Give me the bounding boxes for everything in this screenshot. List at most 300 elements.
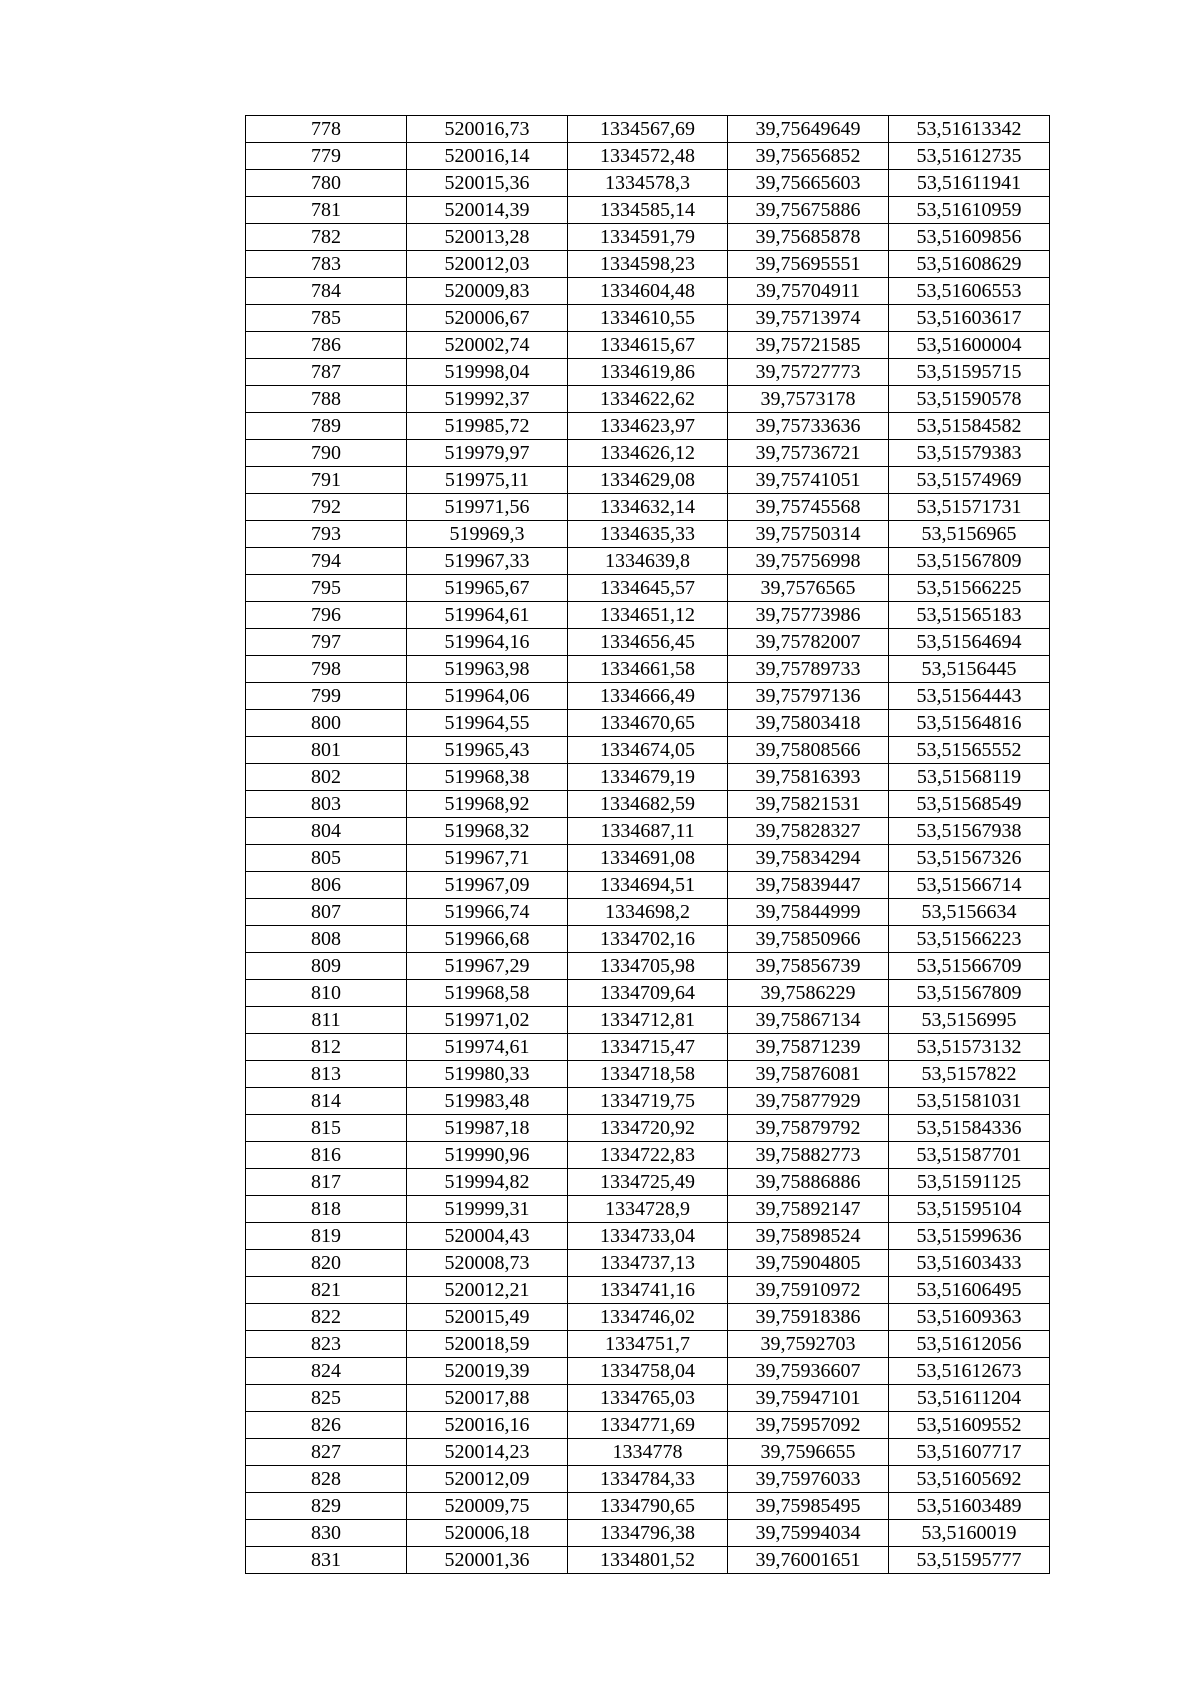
point-number-cell: 828 bbox=[246, 1466, 407, 1493]
latitude-cell: 53,51611941 bbox=[889, 170, 1050, 197]
longitude-cell: 39,75839447 bbox=[728, 872, 889, 899]
longitude-cell: 39,75821531 bbox=[728, 791, 889, 818]
y-coordinate-cell: 1334741,16 bbox=[568, 1277, 728, 1304]
y-coordinate-cell: 1334765,03 bbox=[568, 1385, 728, 1412]
x-coordinate-cell: 520001,36 bbox=[407, 1547, 568, 1574]
y-coordinate-cell: 1334670,65 bbox=[568, 710, 728, 737]
table-row bbox=[246, 1007, 1050, 1034]
longitude-cell: 39,75704911 bbox=[728, 278, 889, 305]
table-row bbox=[246, 224, 1050, 251]
longitude-cell: 39,75797136 bbox=[728, 683, 889, 710]
y-coordinate-cell: 1334737,13 bbox=[568, 1250, 728, 1277]
y-coordinate-cell: 1334733,04 bbox=[568, 1223, 728, 1250]
x-coordinate-cell: 520017,88 bbox=[407, 1385, 568, 1412]
y-coordinate-cell: 1334715,47 bbox=[568, 1034, 728, 1061]
longitude-cell: 39,75844999 bbox=[728, 899, 889, 926]
longitude-cell: 39,76001651 bbox=[728, 1547, 889, 1574]
y-coordinate-cell: 1334746,02 bbox=[568, 1304, 728, 1331]
latitude-cell: 53,5156634 bbox=[889, 899, 1050, 926]
x-coordinate-cell: 519966,68 bbox=[407, 926, 568, 953]
y-coordinate-cell: 1334751,7 bbox=[568, 1331, 728, 1358]
y-coordinate-cell: 1334702,16 bbox=[568, 926, 728, 953]
point-number-cell: 831 bbox=[246, 1547, 407, 1574]
longitude-cell: 39,75898524 bbox=[728, 1223, 889, 1250]
x-coordinate-cell: 520015,49 bbox=[407, 1304, 568, 1331]
latitude-cell: 53,51611204 bbox=[889, 1385, 1050, 1412]
x-coordinate-cell: 520016,16 bbox=[407, 1412, 568, 1439]
point-number-cell: 787 bbox=[246, 359, 407, 386]
latitude-cell: 53,51584336 bbox=[889, 1115, 1050, 1142]
table-row bbox=[246, 1331, 1050, 1358]
longitude-cell: 39,75789733 bbox=[728, 656, 889, 683]
point-number-cell: 786 bbox=[246, 332, 407, 359]
table-row bbox=[246, 602, 1050, 629]
point-number-cell: 826 bbox=[246, 1412, 407, 1439]
latitude-cell: 53,51566225 bbox=[889, 575, 1050, 602]
x-coordinate-cell: 519971,02 bbox=[407, 1007, 568, 1034]
longitude-cell: 39,75856739 bbox=[728, 953, 889, 980]
coordinates-table-body bbox=[246, 116, 1050, 1574]
longitude-cell: 39,75867134 bbox=[728, 1007, 889, 1034]
y-coordinate-cell: 1334610,55 bbox=[568, 305, 728, 332]
point-number-cell: 820 bbox=[246, 1250, 407, 1277]
x-coordinate-cell: 519967,71 bbox=[407, 845, 568, 872]
x-coordinate-cell: 520014,39 bbox=[407, 197, 568, 224]
table-row bbox=[246, 575, 1050, 602]
point-number-cell: 794 bbox=[246, 548, 407, 575]
latitude-cell: 53,51565552 bbox=[889, 737, 1050, 764]
longitude-cell: 39,75985495 bbox=[728, 1493, 889, 1520]
x-coordinate-cell: 520009,83 bbox=[407, 278, 568, 305]
longitude-cell: 39,75828327 bbox=[728, 818, 889, 845]
y-coordinate-cell: 1334771,69 bbox=[568, 1412, 728, 1439]
longitude-cell: 39,75713974 bbox=[728, 305, 889, 332]
y-coordinate-cell: 1334572,48 bbox=[568, 143, 728, 170]
y-coordinate-cell: 1334718,58 bbox=[568, 1061, 728, 1088]
table-row bbox=[246, 494, 1050, 521]
y-coordinate-cell: 1334645,57 bbox=[568, 575, 728, 602]
y-coordinate-cell: 1334682,59 bbox=[568, 791, 728, 818]
table-row bbox=[246, 197, 1050, 224]
latitude-cell: 53,5156965 bbox=[889, 521, 1050, 548]
x-coordinate-cell: 520006,18 bbox=[407, 1520, 568, 1547]
point-number-cell: 810 bbox=[246, 980, 407, 1007]
latitude-cell: 53,51599636 bbox=[889, 1223, 1050, 1250]
table-row bbox=[246, 1466, 1050, 1493]
table-row bbox=[246, 251, 1050, 278]
point-number-cell: 815 bbox=[246, 1115, 407, 1142]
table-row bbox=[246, 170, 1050, 197]
x-coordinate-cell: 519966,74 bbox=[407, 899, 568, 926]
latitude-cell: 53,51587701 bbox=[889, 1142, 1050, 1169]
latitude-cell: 53,51566223 bbox=[889, 926, 1050, 953]
table-row bbox=[246, 683, 1050, 710]
point-number-cell: 796 bbox=[246, 602, 407, 629]
y-coordinate-cell: 1334709,64 bbox=[568, 980, 728, 1007]
x-coordinate-cell: 519969,3 bbox=[407, 521, 568, 548]
x-coordinate-cell: 519968,32 bbox=[407, 818, 568, 845]
latitude-cell: 53,51613342 bbox=[889, 116, 1050, 143]
x-coordinate-cell: 519968,58 bbox=[407, 980, 568, 1007]
table-row bbox=[246, 386, 1050, 413]
longitude-cell: 39,75649649 bbox=[728, 116, 889, 143]
table-row bbox=[246, 764, 1050, 791]
y-coordinate-cell: 1334687,11 bbox=[568, 818, 728, 845]
y-coordinate-cell: 1334705,98 bbox=[568, 953, 728, 980]
x-coordinate-cell: 520002,74 bbox=[407, 332, 568, 359]
y-coordinate-cell: 1334725,49 bbox=[568, 1169, 728, 1196]
x-coordinate-cell: 519975,11 bbox=[407, 467, 568, 494]
point-number-cell: 782 bbox=[246, 224, 407, 251]
y-coordinate-cell: 1334626,12 bbox=[568, 440, 728, 467]
table-row bbox=[246, 116, 1050, 143]
x-coordinate-cell: 520015,36 bbox=[407, 170, 568, 197]
longitude-cell: 39,75957092 bbox=[728, 1412, 889, 1439]
latitude-cell: 53,51610959 bbox=[889, 197, 1050, 224]
x-coordinate-cell: 519983,48 bbox=[407, 1088, 568, 1115]
x-coordinate-cell: 519987,18 bbox=[407, 1115, 568, 1142]
latitude-cell: 53,51595777 bbox=[889, 1547, 1050, 1574]
x-coordinate-cell: 519999,31 bbox=[407, 1196, 568, 1223]
table-row bbox=[246, 1385, 1050, 1412]
x-coordinate-cell: 520018,59 bbox=[407, 1331, 568, 1358]
x-coordinate-cell: 519965,43 bbox=[407, 737, 568, 764]
longitude-cell: 39,7573178 bbox=[728, 386, 889, 413]
longitude-cell: 39,75736721 bbox=[728, 440, 889, 467]
longitude-cell: 39,75656852 bbox=[728, 143, 889, 170]
latitude-cell: 53,51574969 bbox=[889, 467, 1050, 494]
point-number-cell: 799 bbox=[246, 683, 407, 710]
point-number-cell: 791 bbox=[246, 467, 407, 494]
point-number-cell: 797 bbox=[246, 629, 407, 656]
y-coordinate-cell: 1334691,08 bbox=[568, 845, 728, 872]
table-row bbox=[246, 1493, 1050, 1520]
latitude-cell: 53,51567809 bbox=[889, 980, 1050, 1007]
y-coordinate-cell: 1334784,33 bbox=[568, 1466, 728, 1493]
table-row bbox=[246, 1142, 1050, 1169]
table-row bbox=[246, 1061, 1050, 1088]
longitude-cell: 39,75976033 bbox=[728, 1466, 889, 1493]
longitude-cell: 39,7596655 bbox=[728, 1439, 889, 1466]
table-row bbox=[246, 1250, 1050, 1277]
longitude-cell: 39,7586229 bbox=[728, 980, 889, 1007]
latitude-cell: 53,51567938 bbox=[889, 818, 1050, 845]
point-number-cell: 822 bbox=[246, 1304, 407, 1331]
x-coordinate-cell: 520013,28 bbox=[407, 224, 568, 251]
longitude-cell: 39,75750314 bbox=[728, 521, 889, 548]
y-coordinate-cell: 1334591,79 bbox=[568, 224, 728, 251]
table-row bbox=[246, 737, 1050, 764]
point-number-cell: 784 bbox=[246, 278, 407, 305]
latitude-cell: 53,51565183 bbox=[889, 602, 1050, 629]
y-coordinate-cell: 1334585,14 bbox=[568, 197, 728, 224]
latitude-cell: 53,51566714 bbox=[889, 872, 1050, 899]
table-row bbox=[246, 1115, 1050, 1142]
table-row bbox=[246, 1088, 1050, 1115]
point-number-cell: 805 bbox=[246, 845, 407, 872]
point-number-cell: 816 bbox=[246, 1142, 407, 1169]
table-row bbox=[246, 1034, 1050, 1061]
latitude-cell: 53,51612056 bbox=[889, 1331, 1050, 1358]
table-row bbox=[246, 1196, 1050, 1223]
longitude-cell: 39,7576565 bbox=[728, 575, 889, 602]
point-number-cell: 803 bbox=[246, 791, 407, 818]
y-coordinate-cell: 1334712,81 bbox=[568, 1007, 728, 1034]
x-coordinate-cell: 519971,56 bbox=[407, 494, 568, 521]
table-row bbox=[246, 1439, 1050, 1466]
point-number-cell: 792 bbox=[246, 494, 407, 521]
longitude-cell: 39,75871239 bbox=[728, 1034, 889, 1061]
longitude-cell: 39,75745568 bbox=[728, 494, 889, 521]
x-coordinate-cell: 519965,67 bbox=[407, 575, 568, 602]
latitude-cell: 53,51609856 bbox=[889, 224, 1050, 251]
y-coordinate-cell: 1334666,49 bbox=[568, 683, 728, 710]
latitude-cell: 53,51591125 bbox=[889, 1169, 1050, 1196]
longitude-cell: 39,75876081 bbox=[728, 1061, 889, 1088]
x-coordinate-cell: 519964,06 bbox=[407, 683, 568, 710]
table-row bbox=[246, 791, 1050, 818]
longitude-cell: 39,75882773 bbox=[728, 1142, 889, 1169]
x-coordinate-cell: 520016,14 bbox=[407, 143, 568, 170]
x-coordinate-cell: 519963,98 bbox=[407, 656, 568, 683]
table-row bbox=[246, 872, 1050, 899]
table-row bbox=[246, 1520, 1050, 1547]
x-coordinate-cell: 519964,55 bbox=[407, 710, 568, 737]
x-coordinate-cell: 519990,96 bbox=[407, 1142, 568, 1169]
longitude-cell: 39,75808566 bbox=[728, 737, 889, 764]
point-number-cell: 814 bbox=[246, 1088, 407, 1115]
point-number-cell: 818 bbox=[246, 1196, 407, 1223]
longitude-cell: 39,75773986 bbox=[728, 602, 889, 629]
y-coordinate-cell: 1334615,67 bbox=[568, 332, 728, 359]
latitude-cell: 53,51595104 bbox=[889, 1196, 1050, 1223]
table-row bbox=[246, 1169, 1050, 1196]
latitude-cell: 53,51605692 bbox=[889, 1466, 1050, 1493]
table-row bbox=[246, 710, 1050, 737]
longitude-cell: 39,75918386 bbox=[728, 1304, 889, 1331]
point-number-cell: 812 bbox=[246, 1034, 407, 1061]
longitude-cell: 39,75685878 bbox=[728, 224, 889, 251]
table-row bbox=[246, 278, 1050, 305]
table-row bbox=[246, 1412, 1050, 1439]
coordinates-table bbox=[245, 115, 1050, 1574]
longitude-cell: 39,75886886 bbox=[728, 1169, 889, 1196]
table-row bbox=[246, 980, 1050, 1007]
point-number-cell: 825 bbox=[246, 1385, 407, 1412]
point-number-cell: 808 bbox=[246, 926, 407, 953]
table-row bbox=[246, 818, 1050, 845]
table-row bbox=[246, 548, 1050, 575]
y-coordinate-cell: 1334679,19 bbox=[568, 764, 728, 791]
longitude-cell: 39,75721585 bbox=[728, 332, 889, 359]
x-coordinate-cell: 519968,38 bbox=[407, 764, 568, 791]
point-number-cell: 819 bbox=[246, 1223, 407, 1250]
point-number-cell: 829 bbox=[246, 1493, 407, 1520]
point-number-cell: 807 bbox=[246, 899, 407, 926]
point-number-cell: 800 bbox=[246, 710, 407, 737]
latitude-cell: 53,51603489 bbox=[889, 1493, 1050, 1520]
longitude-cell: 39,75741051 bbox=[728, 467, 889, 494]
table-row bbox=[246, 629, 1050, 656]
latitude-cell: 53,51595715 bbox=[889, 359, 1050, 386]
longitude-cell: 39,75665603 bbox=[728, 170, 889, 197]
latitude-cell: 53,51590578 bbox=[889, 386, 1050, 413]
x-coordinate-cell: 519964,61 bbox=[407, 602, 568, 629]
x-coordinate-cell: 520004,43 bbox=[407, 1223, 568, 1250]
latitude-cell: 53,51567326 bbox=[889, 845, 1050, 872]
table-row bbox=[246, 953, 1050, 980]
y-coordinate-cell: 1334622,62 bbox=[568, 386, 728, 413]
x-coordinate-cell: 519998,04 bbox=[407, 359, 568, 386]
y-coordinate-cell: 1334758,04 bbox=[568, 1358, 728, 1385]
longitude-cell: 39,75850966 bbox=[728, 926, 889, 953]
longitude-cell: 39,7592703 bbox=[728, 1331, 889, 1358]
latitude-cell: 53,51571731 bbox=[889, 494, 1050, 521]
x-coordinate-cell: 519994,82 bbox=[407, 1169, 568, 1196]
latitude-cell: 53,51566709 bbox=[889, 953, 1050, 980]
latitude-cell: 53,51612673 bbox=[889, 1358, 1050, 1385]
latitude-cell: 53,51564443 bbox=[889, 683, 1050, 710]
point-number-cell: 790 bbox=[246, 440, 407, 467]
longitude-cell: 39,75892147 bbox=[728, 1196, 889, 1223]
latitude-cell: 53,51573132 bbox=[889, 1034, 1050, 1061]
x-coordinate-cell: 519980,33 bbox=[407, 1061, 568, 1088]
y-coordinate-cell: 1334790,65 bbox=[568, 1493, 728, 1520]
y-coordinate-cell: 1334632,14 bbox=[568, 494, 728, 521]
latitude-cell: 53,51568119 bbox=[889, 764, 1050, 791]
table-row bbox=[246, 656, 1050, 683]
table-row bbox=[246, 413, 1050, 440]
point-number-cell: 823 bbox=[246, 1331, 407, 1358]
point-number-cell: 806 bbox=[246, 872, 407, 899]
x-coordinate-cell: 519967,29 bbox=[407, 953, 568, 980]
y-coordinate-cell: 1334801,52 bbox=[568, 1547, 728, 1574]
table-row bbox=[246, 926, 1050, 953]
point-number-cell: 821 bbox=[246, 1277, 407, 1304]
longitude-cell: 39,75910972 bbox=[728, 1277, 889, 1304]
latitude-cell: 53,5156995 bbox=[889, 1007, 1050, 1034]
latitude-cell: 53,5160019 bbox=[889, 1520, 1050, 1547]
latitude-cell: 53,51564816 bbox=[889, 710, 1050, 737]
longitude-cell: 39,75756998 bbox=[728, 548, 889, 575]
latitude-cell: 53,51607717 bbox=[889, 1439, 1050, 1466]
longitude-cell: 39,75782007 bbox=[728, 629, 889, 656]
table-row bbox=[246, 899, 1050, 926]
point-number-cell: 827 bbox=[246, 1439, 407, 1466]
point-number-cell: 783 bbox=[246, 251, 407, 278]
point-number-cell: 811 bbox=[246, 1007, 407, 1034]
point-number-cell: 830 bbox=[246, 1520, 407, 1547]
x-coordinate-cell: 519992,37 bbox=[407, 386, 568, 413]
table-row bbox=[246, 332, 1050, 359]
y-coordinate-cell: 1334661,58 bbox=[568, 656, 728, 683]
point-number-cell: 817 bbox=[246, 1169, 407, 1196]
latitude-cell: 53,51603433 bbox=[889, 1250, 1050, 1277]
latitude-cell: 53,51606553 bbox=[889, 278, 1050, 305]
point-number-cell: 795 bbox=[246, 575, 407, 602]
longitude-cell: 39,75947101 bbox=[728, 1385, 889, 1412]
y-coordinate-cell: 1334778 bbox=[568, 1439, 728, 1466]
x-coordinate-cell: 519967,33 bbox=[407, 548, 568, 575]
table-row bbox=[246, 359, 1050, 386]
latitude-cell: 53,51606495 bbox=[889, 1277, 1050, 1304]
point-number-cell: 778 bbox=[246, 116, 407, 143]
longitude-cell: 39,75834294 bbox=[728, 845, 889, 872]
y-coordinate-cell: 1334719,75 bbox=[568, 1088, 728, 1115]
x-coordinate-cell: 519967,09 bbox=[407, 872, 568, 899]
y-coordinate-cell: 1334694,51 bbox=[568, 872, 728, 899]
longitude-cell: 39,75816393 bbox=[728, 764, 889, 791]
y-coordinate-cell: 1334567,69 bbox=[568, 116, 728, 143]
x-coordinate-cell: 520014,23 bbox=[407, 1439, 568, 1466]
point-number-cell: 802 bbox=[246, 764, 407, 791]
x-coordinate-cell: 520009,75 bbox=[407, 1493, 568, 1520]
latitude-cell: 53,51567809 bbox=[889, 548, 1050, 575]
latitude-cell: 53,51584582 bbox=[889, 413, 1050, 440]
table-row bbox=[246, 1547, 1050, 1574]
y-coordinate-cell: 1334656,45 bbox=[568, 629, 728, 656]
longitude-cell: 39,75904805 bbox=[728, 1250, 889, 1277]
y-coordinate-cell: 1334651,12 bbox=[568, 602, 728, 629]
point-number-cell: 801 bbox=[246, 737, 407, 764]
point-number-cell: 804 bbox=[246, 818, 407, 845]
longitude-cell: 39,75877929 bbox=[728, 1088, 889, 1115]
latitude-cell: 53,51600004 bbox=[889, 332, 1050, 359]
latitude-cell: 53,51612735 bbox=[889, 143, 1050, 170]
y-coordinate-cell: 1334619,86 bbox=[568, 359, 728, 386]
y-coordinate-cell: 1334720,92 bbox=[568, 1115, 728, 1142]
latitude-cell: 53,5156445 bbox=[889, 656, 1050, 683]
x-coordinate-cell: 520016,73 bbox=[407, 116, 568, 143]
point-number-cell: 809 bbox=[246, 953, 407, 980]
y-coordinate-cell: 1334578,3 bbox=[568, 170, 728, 197]
x-coordinate-cell: 520006,67 bbox=[407, 305, 568, 332]
point-number-cell: 813 bbox=[246, 1061, 407, 1088]
longitude-cell: 39,75675886 bbox=[728, 197, 889, 224]
x-coordinate-cell: 519979,97 bbox=[407, 440, 568, 467]
x-coordinate-cell: 519968,92 bbox=[407, 791, 568, 818]
latitude-cell: 53,51608629 bbox=[889, 251, 1050, 278]
latitude-cell: 53,51581031 bbox=[889, 1088, 1050, 1115]
point-number-cell: 793 bbox=[246, 521, 407, 548]
longitude-cell: 39,75695551 bbox=[728, 251, 889, 278]
y-coordinate-cell: 1334698,2 bbox=[568, 899, 728, 926]
point-number-cell: 779 bbox=[246, 143, 407, 170]
longitude-cell: 39,75879792 bbox=[728, 1115, 889, 1142]
longitude-cell: 39,75733636 bbox=[728, 413, 889, 440]
point-number-cell: 824 bbox=[246, 1358, 407, 1385]
table-row bbox=[246, 305, 1050, 332]
point-number-cell: 781 bbox=[246, 197, 407, 224]
table-row bbox=[246, 1277, 1050, 1304]
longitude-cell: 39,75994034 bbox=[728, 1520, 889, 1547]
x-coordinate-cell: 519964,16 bbox=[407, 629, 568, 656]
table-row bbox=[246, 521, 1050, 548]
y-coordinate-cell: 1334598,23 bbox=[568, 251, 728, 278]
point-number-cell: 789 bbox=[246, 413, 407, 440]
longitude-cell: 39,75936607 bbox=[728, 1358, 889, 1385]
latitude-cell: 53,51609552 bbox=[889, 1412, 1050, 1439]
y-coordinate-cell: 1334629,08 bbox=[568, 467, 728, 494]
y-coordinate-cell: 1334796,38 bbox=[568, 1520, 728, 1547]
x-coordinate-cell: 520012,21 bbox=[407, 1277, 568, 1304]
table-row bbox=[246, 1358, 1050, 1385]
table-row bbox=[246, 143, 1050, 170]
latitude-cell: 53,51564694 bbox=[889, 629, 1050, 656]
y-coordinate-cell: 1334604,48 bbox=[568, 278, 728, 305]
longitude-cell: 39,75803418 bbox=[728, 710, 889, 737]
x-coordinate-cell: 520012,03 bbox=[407, 251, 568, 278]
